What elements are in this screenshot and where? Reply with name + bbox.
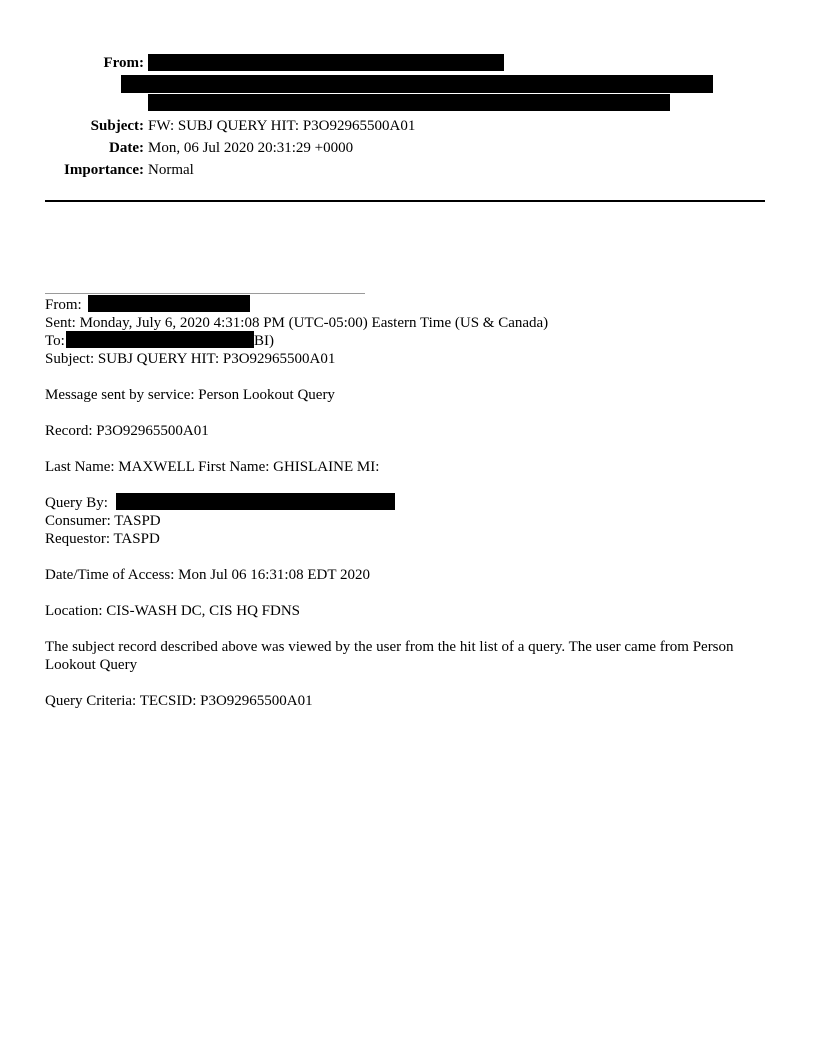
redaction-box bbox=[88, 295, 250, 312]
message-service: Message sent by service: Person Lookout Query bbox=[45, 387, 335, 403]
fwd-from-label: From: bbox=[45, 297, 82, 313]
subject-value: FW: SUBJ QUERY HIT: P3O92965500A01 bbox=[148, 118, 416, 134]
redaction-box bbox=[66, 331, 254, 348]
date-value: Mon, 06 Jul 2020 20:31:29 +0000 bbox=[148, 140, 354, 156]
fwd-subject-line: Subject: SUBJ QUERY HIT: P3O92965500A01 bbox=[45, 351, 336, 367]
forward-divider bbox=[45, 293, 365, 294]
fwd-sent-line: Sent: Monday, July 6, 2020 4:31:08 PM (UTC-05:00) Eastern Time (US & Canada) bbox=[45, 315, 549, 331]
record-line: Record: P3O92965500A01 bbox=[45, 423, 209, 439]
consumer-line: Consumer: TASPD bbox=[45, 513, 161, 529]
query-by-label: Query By: bbox=[45, 495, 108, 511]
date-label: Date: bbox=[109, 140, 144, 156]
redaction-box bbox=[116, 493, 395, 510]
redaction-box bbox=[148, 54, 504, 71]
name-line: Last Name: MAXWELL First Name: GHISLAINE MI: bbox=[45, 459, 380, 475]
redaction-box bbox=[148, 94, 670, 111]
from-label: From: bbox=[103, 55, 144, 71]
fwd-to-label: To: bbox=[45, 333, 65, 349]
header-divider bbox=[45, 200, 765, 202]
description-paragraph: The subject record described above was viewed by the user from the hit list of a query. The user came from Person Lookout Query bbox=[45, 639, 734, 673]
requestor-line: Requestor: TASPD bbox=[45, 531, 160, 547]
access-time-line: Date/Time of Access: Mon Jul 06 16:31:08 EDT 2020 bbox=[45, 567, 370, 583]
importance-label: Importance: bbox=[64, 162, 144, 178]
importance-value: Normal bbox=[148, 162, 194, 178]
redaction-box bbox=[121, 75, 713, 93]
fwd-to-suffix: BI) bbox=[254, 333, 274, 349]
criteria-line: Query Criteria: TECSID: P3O92965500A01 bbox=[45, 693, 313, 709]
subject-label: Subject: bbox=[90, 118, 144, 134]
location-line: Location: CIS-WASH DC, CIS HQ FDNS bbox=[45, 603, 301, 619]
